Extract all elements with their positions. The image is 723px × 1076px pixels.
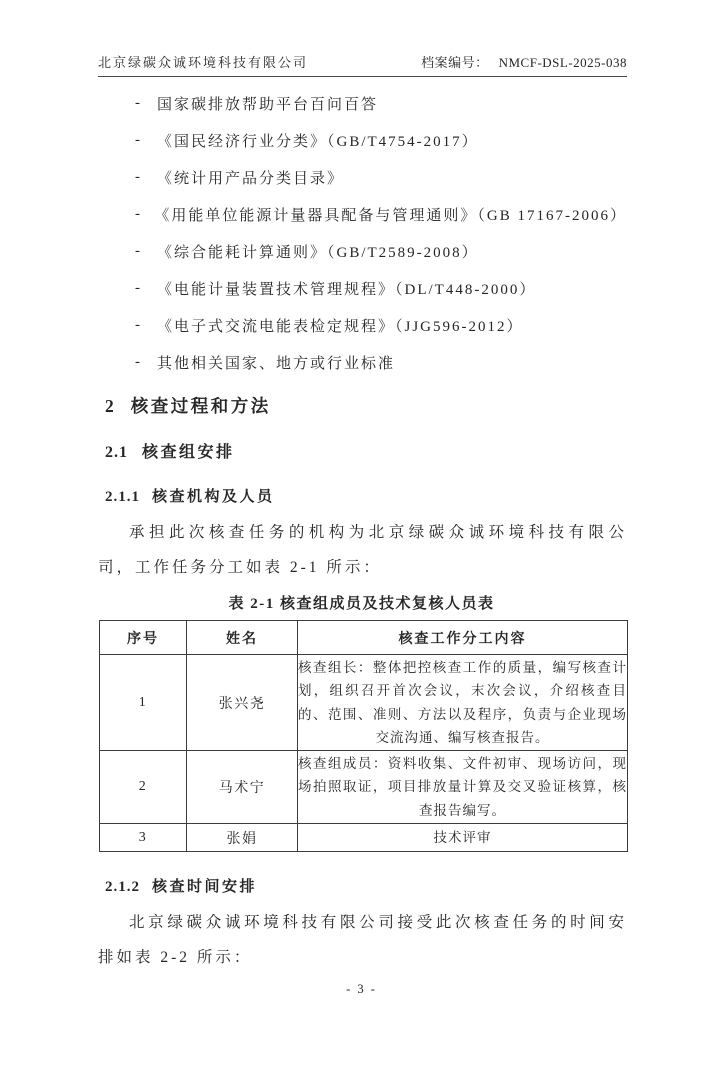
section-title: 核查过程和方法 xyxy=(130,396,271,416)
column-header-task: 核查工作分工内容 xyxy=(298,621,628,655)
list-item-text: 《电子式交流电能表检定规程》（JJG596-2012） xyxy=(157,319,524,335)
list-item-text: 《国民经济行业分类》（GB/T4754-2017） xyxy=(157,134,479,150)
page-header xyxy=(98,52,627,77)
section-number: 2.1.1 xyxy=(105,489,140,505)
archive-number-block xyxy=(421,52,627,71)
table-row xyxy=(100,655,628,751)
list-item xyxy=(98,344,627,381)
verification-team-table xyxy=(99,620,628,852)
list-item xyxy=(98,233,627,270)
column-header-name: 姓名 xyxy=(187,621,298,655)
section-heading-2 xyxy=(105,393,723,418)
section-number: 2 xyxy=(105,396,115,416)
section-heading-2-1 xyxy=(105,439,723,462)
paragraph-organization-intro: 承担此次核查任务的机构为北京绿碳众诚环境科技有限公司，工作任务分工如表 2-1 所示： xyxy=(98,524,627,576)
archive-label: 档案编号： xyxy=(421,55,489,70)
section-title: 核查组安排 xyxy=(142,444,235,461)
list-item xyxy=(98,85,627,122)
cell-serial-no: 2 xyxy=(100,751,187,824)
table-header-row xyxy=(100,621,628,655)
page-number: - 3 - xyxy=(346,982,377,996)
cell-task: 核查组成员：资料收集、文件初审、现场访问，现场拍照取证，项目排放量计算及交叉验证核算，核查报告编写。 xyxy=(298,751,628,824)
bullet-dash: - xyxy=(135,169,140,185)
list-item-text: 《用能单位能源计量器具配备与管理通则》（GB 17167-2006） xyxy=(154,208,627,224)
list-item xyxy=(98,122,627,159)
list-item-text: 国家碳排放帮助平台百问百答 xyxy=(157,97,379,113)
document-page xyxy=(0,52,723,1076)
cell-serial-no: 3 xyxy=(100,824,187,852)
bullet-dash: - xyxy=(135,317,140,333)
table-row xyxy=(100,751,628,824)
section-title: 核查机构及人员 xyxy=(152,489,275,505)
company-name: 北京绿碳众诚环境科技有限公司 xyxy=(98,55,309,70)
list-item-text: 《电能计量装置技术管理规程》（DL/T448-2000） xyxy=(157,282,537,298)
bullet-dash: - xyxy=(135,95,140,111)
column-header-no: 序号 xyxy=(100,621,187,655)
section-number: 2.1 xyxy=(105,444,128,461)
section-number: 2.1.2 xyxy=(105,879,140,895)
bullet-dash: - xyxy=(135,280,140,296)
list-item xyxy=(98,270,627,307)
reference-list xyxy=(98,85,627,381)
cell-name: 张娟 xyxy=(187,824,298,852)
section-heading-2-1-1 xyxy=(105,485,723,506)
cell-serial-no: 1 xyxy=(100,655,187,751)
list-item-text: 《统计用产品分类目录》 xyxy=(157,171,345,187)
list-item-text: 《综合能耗计算通则》（GB/T2589-2008） xyxy=(157,245,479,261)
cell-name: 张兴尧 xyxy=(187,655,298,751)
table-row xyxy=(100,824,628,852)
cell-task: 技术评审 xyxy=(298,824,628,852)
section-heading-2-1-2 xyxy=(105,875,723,896)
bullet-dash: - xyxy=(135,132,140,148)
list-item-text: 其他相关国家、地方或行业标准 xyxy=(157,356,396,372)
cell-name: 马术宁 xyxy=(187,751,298,824)
list-item xyxy=(98,159,627,196)
list-item xyxy=(98,196,627,233)
bullet-dash: - xyxy=(135,206,140,222)
section-title: 核查时间安排 xyxy=(152,879,258,895)
list-item xyxy=(98,307,627,344)
cell-task: 核查组长：整体把控核查工作的质量，编写核查计划，组织召开首次会议，末次会议，介绍核查目的、范围、准则、方法以及程序，负责与企业现场交流沟通、编写核查报告。 xyxy=(298,655,628,751)
paragraph-schedule-intro: 北京绿碳众诚环境科技有限公司接受此次核查任务的时间安排如表 2-2 所示： xyxy=(98,914,627,966)
table-caption: 表 2-1 核查组成员及技术复核人员表 xyxy=(228,596,495,612)
bullet-dash: - xyxy=(135,243,140,259)
archive-number: NMCF-DSL-2025-038 xyxy=(498,55,627,70)
bullet-dash: - xyxy=(135,354,140,370)
